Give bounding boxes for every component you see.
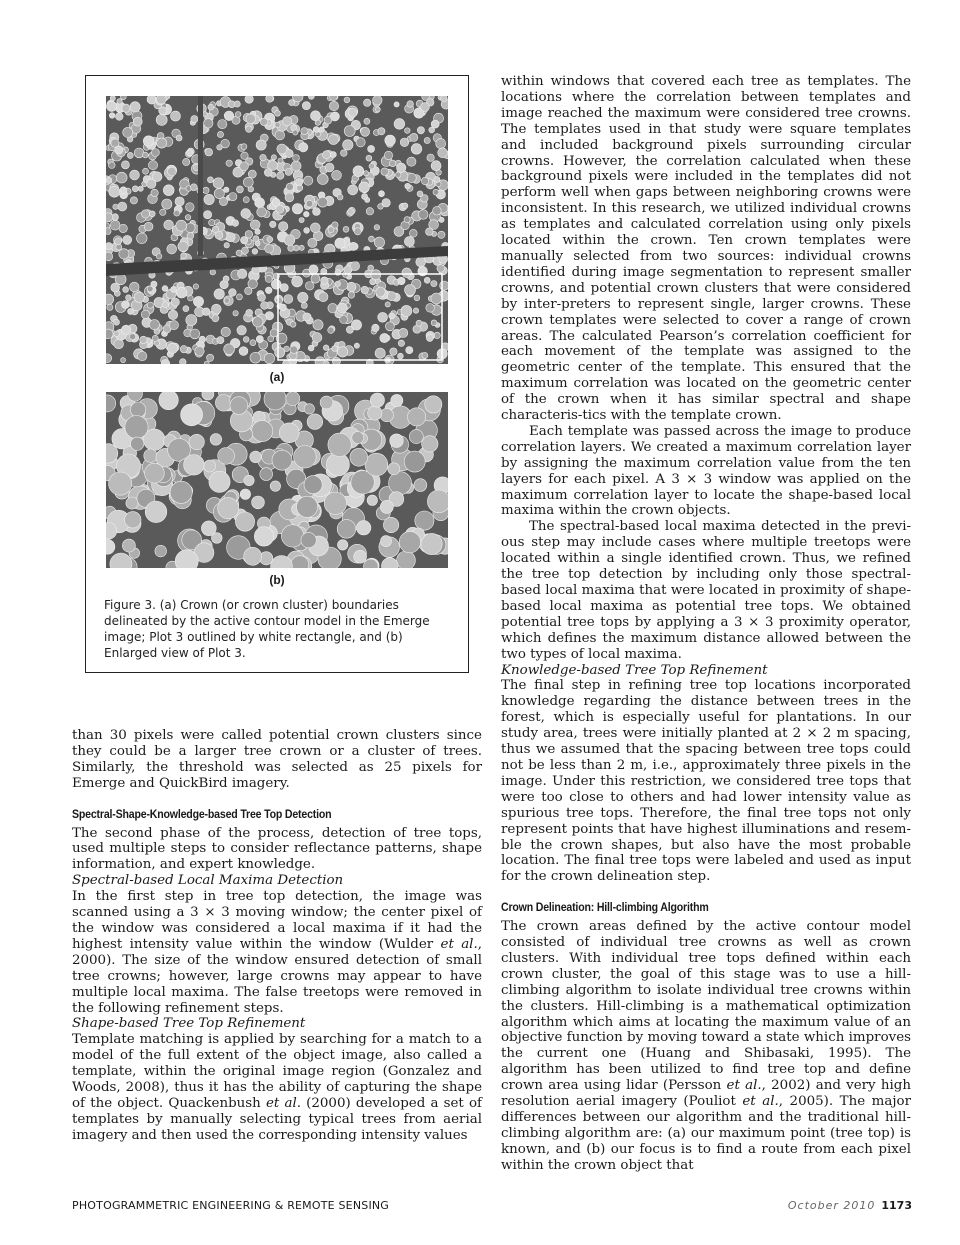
page-footer (72, 1199, 912, 1215)
subsection-heading: Knowledge-based Tree Top Refinement (501, 662, 768, 678)
paragraph: within windows that covered each tree as templates. The locations where the correlation between templates and image reached the maximum were considered tree crowns. The templates used in that study were square templates and included background pixels surrounding circular crowns. However, the correlation calculated when these background pixels were included in the templates did not perform well when gaps between neighboring crowns were inconsistent. In this research, we utilized individual crowns as templates and calculated correlation using only pixels located within the crown. Ten crown templates were manually selected from two sources: individual crowns identified during image segmentation to represent smaller crowns, and potential crown clusters that were considered by inter-preters to represent single, larger crowns. These crown templates were selected to cover a range of crown areas. The calculated Pearson’s correlation coefficient for each movement of the template was assigned to the geometric center of the template. This ensured that the maximum correlation was located on the geometric center of the crown when it has similar spectral and shape characteris-tics with the template crown. (501, 74, 911, 424)
paragraph: Each template was passed across the image to produce correlation layers. We created a maximum correlation layer by assigning the maximum correlation value from the ten layers for each pixel. A 3 × 3 window was applied on the maximum correlation layer to locate the shape-based local maxima within the crown objects. (501, 423, 911, 519)
figure-label-b: (b) (269, 573, 285, 587)
issue-date: October 2010 (787, 1199, 876, 1212)
paragraph: than 30 pixels were called potential crown clusters since they could be a larger tree crown or a cluster of trees. Similarly, the threshold was selected as 25 pixels for Emerge and QuickBird imagery. (72, 728, 482, 791)
figure-label-a: (a) (269, 370, 285, 384)
figure-panel-a-image (106, 96, 448, 364)
figure-caption: Figure 3. (a) Crown (or crown cluster) boundaries delineated by the active contour model in the Emerge image; Plot 3 outlined by white rectangle, and (b) Enlarged view of Plot 3. (104, 598, 430, 660)
page-number: 1173 (881, 1199, 912, 1212)
paragraph: The spectral-based local maxima detected in the previ-ous step may include cases where multiple treetops were located within a single identified crown. Thus, we refined the tree top detection by including only those spectral-based local maxima that were located in proximity of shape-based local maxima as potential tree tops. We obtained potential tree tops by applying a 3 × 3 proximity operator, which defines the maximum distance allowed between the two types of local maxima. (501, 519, 911, 662)
paragraph: The crown areas defined by the active contour model consisted of individual tree crowns as well as crown clusters. With individual tree tops defined within each crown cluster, the goal of this stage was to use a hill-climbing algorithm to isolate individual tree crowns within the clusters. Hill-climbing is a mathematical optimization algorithm which aims at locating the maximum value of an objective function by moving toward a state which improves the current one (Huang and Shibasaki, 1995). The algorithm has been utilized to find tree top and define crown area using lidar (Persson et al., 2002) and very high resolution aerial imagery (Pouliot et al., 2005). The major differences between our algorithm and the traditional hill-climbing algorithm are: (a) our maximum point (tree top) is known, and (b) our focus is to find a route from each pixel within the crown object that (501, 919, 911, 1173)
journal-name: PHOTOGRAMMETRIC ENGINEERING & REMOTE SENSING (72, 1199, 390, 1212)
section-heading: Spectral-Shape-Knowledge-based Tree Top Detection (72, 808, 332, 821)
subsection-heading: Spectral-based Local Maxima Detection (72, 873, 344, 889)
figure-panel-b-image (106, 392, 448, 568)
figure-3 (85, 75, 469, 673)
paragraph: The second phase of the process, detection of tree tops, used multiple steps to consider reflectance patterns, shape information, and expert knowledge. (72, 825, 482, 873)
paragraph: Template matching is applied by searching for a match to a model of the full extent of the object image, also called a template, within the original image region (Gonzalez and Woods, 2008), thus it has the ability of capturing the shape of the object. Quackenbush et al. (2000) developed a set of templates by manually selecting typical trees from aerial imagery and then used the corresponding intensity values (72, 1032, 482, 1143)
left-column (72, 728, 482, 1144)
paragraph: In the first step in tree top detection, the image was scanned using a 3 × 3 moving window; the center pixel of the window was considered a local maxima if it had the highest intensity value within the window (Wulder et al., 2000). The size of the window ensured detection of small tree crowns; however, large crowns may appear to have multiple local maxima. The false treetops were removed in the following refinement steps. (72, 889, 482, 1016)
subsection-heading: Shape-based Tree Top Refinement (72, 1016, 306, 1032)
paragraph: The final step in refining tree top locations incorporated knowledge regarding the distance between trees in the forest, which is especially useful for plantations. In our study area, trees were initially planted at 2 × 2 m spacing, thus we assumed that the spacing between tree tops could not be less than 2 m, i.e., approximately three pixels in the image. Under this restriction, we considered tree tops that were too close to others and had lower intensity value as spurious tree tops. Therefore, the final tree tops not only represent points that have highest illuminations and resem-ble the crown shapes, but also have the most probable location. The final tree tops were labeled and used as input for the crown delineation step. (501, 678, 911, 885)
section-heading: Crown Delineation: Hill-climbing Algorithm (501, 902, 709, 915)
right-column (501, 74, 911, 1174)
